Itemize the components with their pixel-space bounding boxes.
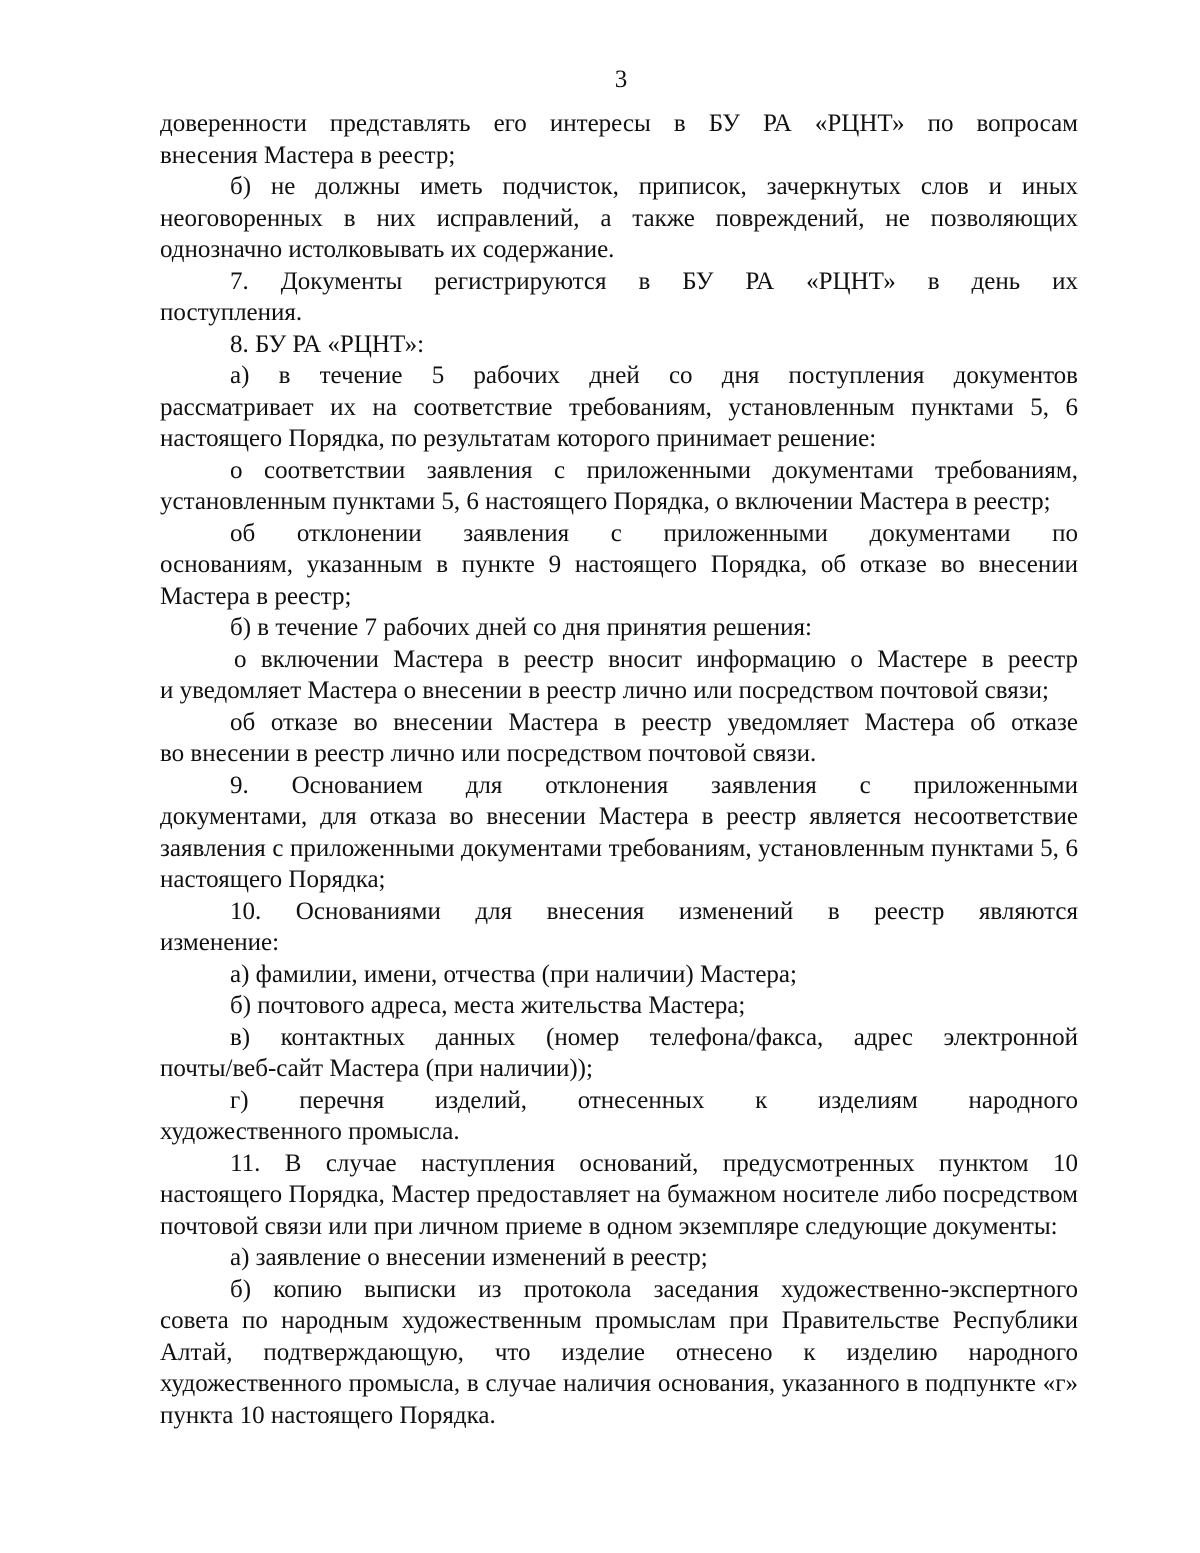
paragraph-rest: настоящего Порядка, Мастер предоставляет на бумажном носителе либо посредством почтовой связи или при личном приеме в одном экземпляре следующие документы: [160, 1181, 1078, 1240]
paragraph: б) в течение 7 рабочих дней со дня принятия решения: [230, 614, 812, 641]
paragraph [160, 360, 1078, 455]
paragraph-first-line: 7. Документы регистрируются в БУ РА «РЦНТ» в день их [230, 267, 1078, 295]
paragraph-rest: поступления. [160, 299, 303, 326]
paragraph [160, 770, 1078, 896]
paragraph-rest: основаниям, указанным в пункте 9 настоящего Порядка, об отказе во внесении Мастера в реестр; [160, 551, 1078, 610]
paragraph [160, 1022, 1078, 1085]
paragraph: 8. БУ РА «РЦНТ»: [230, 330, 425, 358]
document-body [160, 108, 1078, 1431]
paragraph-first-line: в) контактных данных (номер телефона/факса, адрес электронной [230, 1023, 1078, 1051]
paragraph [160, 266, 1078, 329]
paragraph-rest: внесения Мастера в реестр; [160, 141, 456, 169]
paragraph-first-line: об отказе во внесении Мастера в реестр уведомляет Мастера об отказе [230, 708, 1078, 736]
paragraph-first-line: об отклонении заявления с приложенными документами по [230, 519, 1078, 547]
paragraph [160, 455, 1078, 518]
paragraph-rest: изменение: [160, 929, 280, 956]
paragraph-rest: и уведомляет Мастера о внесении в реестр лично или посредством почтовой связи; [160, 677, 1049, 704]
paragraph: а) фамилии, имени, отчества (при наличии) Мастера; [230, 960, 797, 988]
paragraph: а) заявление о внесении изменений в реестр; [230, 1244, 708, 1271]
paragraph-rest: художественного промысла. [160, 1118, 460, 1145]
paragraph-first-line: б) не должны иметь подчисток, приписок, зачеркнутых слов и иных [230, 173, 1078, 200]
paragraph [160, 1085, 1078, 1148]
page-number: 3 [614, 66, 628, 93]
paragraph-first-line: б) копию выписки из протокола заседания художественно-экспертного [230, 1275, 1078, 1303]
paragraph [160, 108, 1078, 171]
paragraph-rest: установленным пунктами 5, 6 настоящего Порядка, о включении Мастера в реестр; [160, 488, 1051, 515]
paragraph-first-line: г) перечня изделий, отнесенных к изделиям народного [230, 1086, 1078, 1114]
paragraph [160, 644, 1078, 707]
paragraph [160, 1148, 1078, 1243]
paragraph-rest: неоговоренных в них исправлений, а также повреждений, не позволяющих однозначно истолковывать их содержание. [160, 204, 1078, 263]
paragraph-first-line: 10. Основаниями для внесения изменений в реестр являются [230, 897, 1078, 925]
paragraph-first-line: 9. Основанием для отклонения заявления с приложенными [230, 771, 1078, 799]
paragraph-first-line: доверенности представлять его интересы в БУ РА «РЦНТ» по вопросам [160, 110, 1078, 137]
paragraph-rest: почты/веб-сайт Мастера (при наличии)); [160, 1055, 593, 1082]
paragraph-first-line: о соответствии заявления с приложенными документами требованиям, [230, 456, 1078, 484]
paragraph-rest: рассматривает их на соответствие требованиям, установленным пунктами 5, 6 настоящего Порядка, по результатам которого принимает решение: [160, 393, 1078, 452]
paragraph-rest: во внесении в реестр лично или посредством почтовой связи. [160, 740, 817, 767]
paragraph-first-line: 11. В случае наступления оснований, предусмотренных пунктом 10 [230, 1149, 1078, 1177]
paragraph [160, 896, 1078, 959]
paragraph-rest: совета по народным художественным промыслам при Правительстве Республики Алтай, подтверждающую, что изделие отнесено к изделию народного художественного промысла, в случае наличия основания, указанного в подпункте «г» пункта 10 настоящего Порядка. [160, 1307, 1078, 1429]
paragraph [160, 1274, 1078, 1432]
paragraph [160, 171, 1078, 266]
paragraph: б) почтового адреса, места жительства Мастера; [230, 992, 746, 1019]
paragraph [160, 518, 1078, 613]
paragraph-first-line: о включении Мастера в реестр вносит информацию о Мастере в реестр [234, 645, 1078, 673]
paragraph [160, 707, 1078, 770]
paragraph-rest: документами, для отказа во внесении Мастера в реестр является несоответствие заявления с приложенными документами требованиям, установленным пунктами 5, 6 настоящего Порядка; [160, 803, 1078, 893]
paragraph-first-line: а) в течение 5 рабочих дней со дня поступления документов [230, 362, 1078, 389]
